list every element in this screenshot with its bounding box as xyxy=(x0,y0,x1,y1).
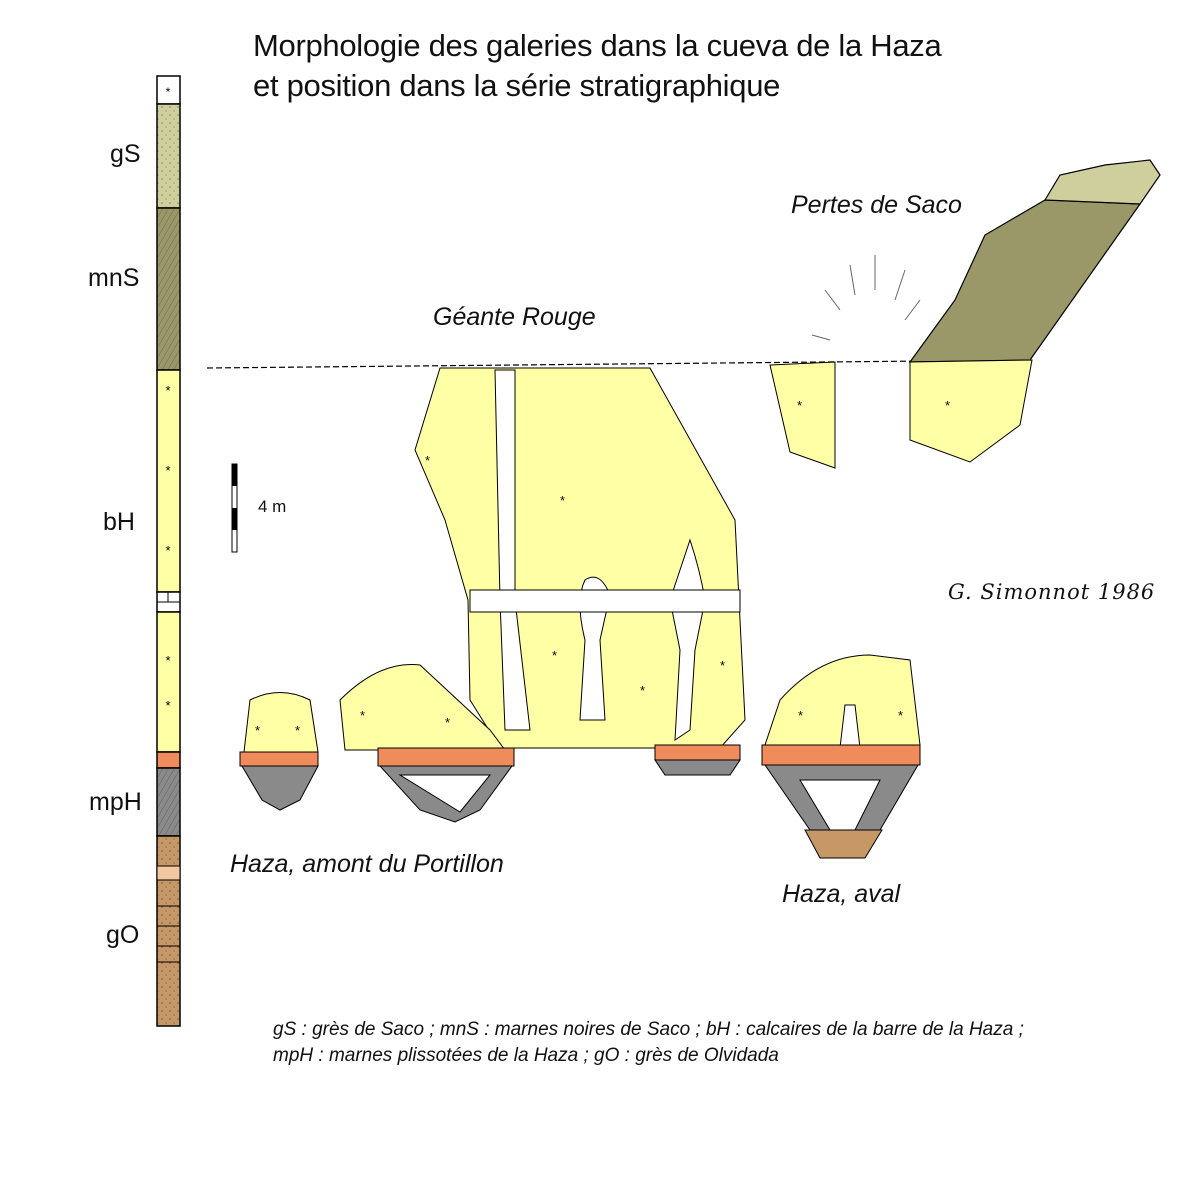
svg-text:*: * xyxy=(798,708,804,723)
svg-text:*: * xyxy=(165,543,171,558)
label-bH: bH xyxy=(103,508,135,536)
haza-aval-section xyxy=(762,655,920,858)
svg-text:*: * xyxy=(425,453,431,468)
title-line-2: et position dans la série stratigraphique xyxy=(253,68,781,103)
svg-text:*: * xyxy=(560,493,566,508)
author-signature: G. Simonnot 1986 xyxy=(948,580,1156,604)
label-gS: gS xyxy=(110,140,141,168)
label-pertes-de-saco: Pertes de Saco xyxy=(791,191,962,219)
svg-text:*: * xyxy=(165,463,171,478)
layer-bH-upper xyxy=(157,370,180,592)
svg-text:*: * xyxy=(720,658,726,673)
svg-text:*: * xyxy=(165,383,171,398)
svg-text:*: * xyxy=(445,715,451,730)
pertes-de-saco-section xyxy=(770,160,1160,468)
scale-label: 4 m xyxy=(258,497,287,516)
stratigraphic-column xyxy=(157,76,180,1026)
svg-text:*: * xyxy=(165,85,171,99)
label-mpH: mpH xyxy=(89,788,142,816)
svg-text:*: * xyxy=(797,398,803,413)
title-line-1: Morphologie des galeries dans la cueva de la Haza xyxy=(253,28,942,63)
scale-bar xyxy=(232,464,237,552)
svg-text:*: * xyxy=(640,683,646,698)
svg-text:*: * xyxy=(255,723,261,738)
layer-bH-lower xyxy=(157,612,180,752)
svg-text:*: * xyxy=(165,698,171,713)
label-gO: gO xyxy=(106,921,140,949)
svg-text:*: * xyxy=(295,723,301,738)
label-mnS: mnS xyxy=(88,264,140,292)
svg-text:*: * xyxy=(360,708,366,723)
legend-line-1: gS : grès de Saco ; mnS : marnes noires de Saco ; bH : calcaires de la barre de la Haza ; xyxy=(273,1019,1024,1040)
label-haza-aval: Haza, aval xyxy=(782,880,901,908)
legend-line-2: mpH : marnes plissotées de la Haza ; gO : grès de Olvidada xyxy=(273,1045,779,1066)
label-haza-amont: Haza, amont du Portillon xyxy=(230,850,504,878)
datum-line xyxy=(207,360,1030,368)
svg-text:*: * xyxy=(945,398,951,413)
svg-text:*: * xyxy=(552,648,558,663)
svg-text:*: * xyxy=(898,708,904,723)
svg-text:*: * xyxy=(165,653,171,668)
label-geante-rouge: Géante Rouge xyxy=(433,303,596,331)
